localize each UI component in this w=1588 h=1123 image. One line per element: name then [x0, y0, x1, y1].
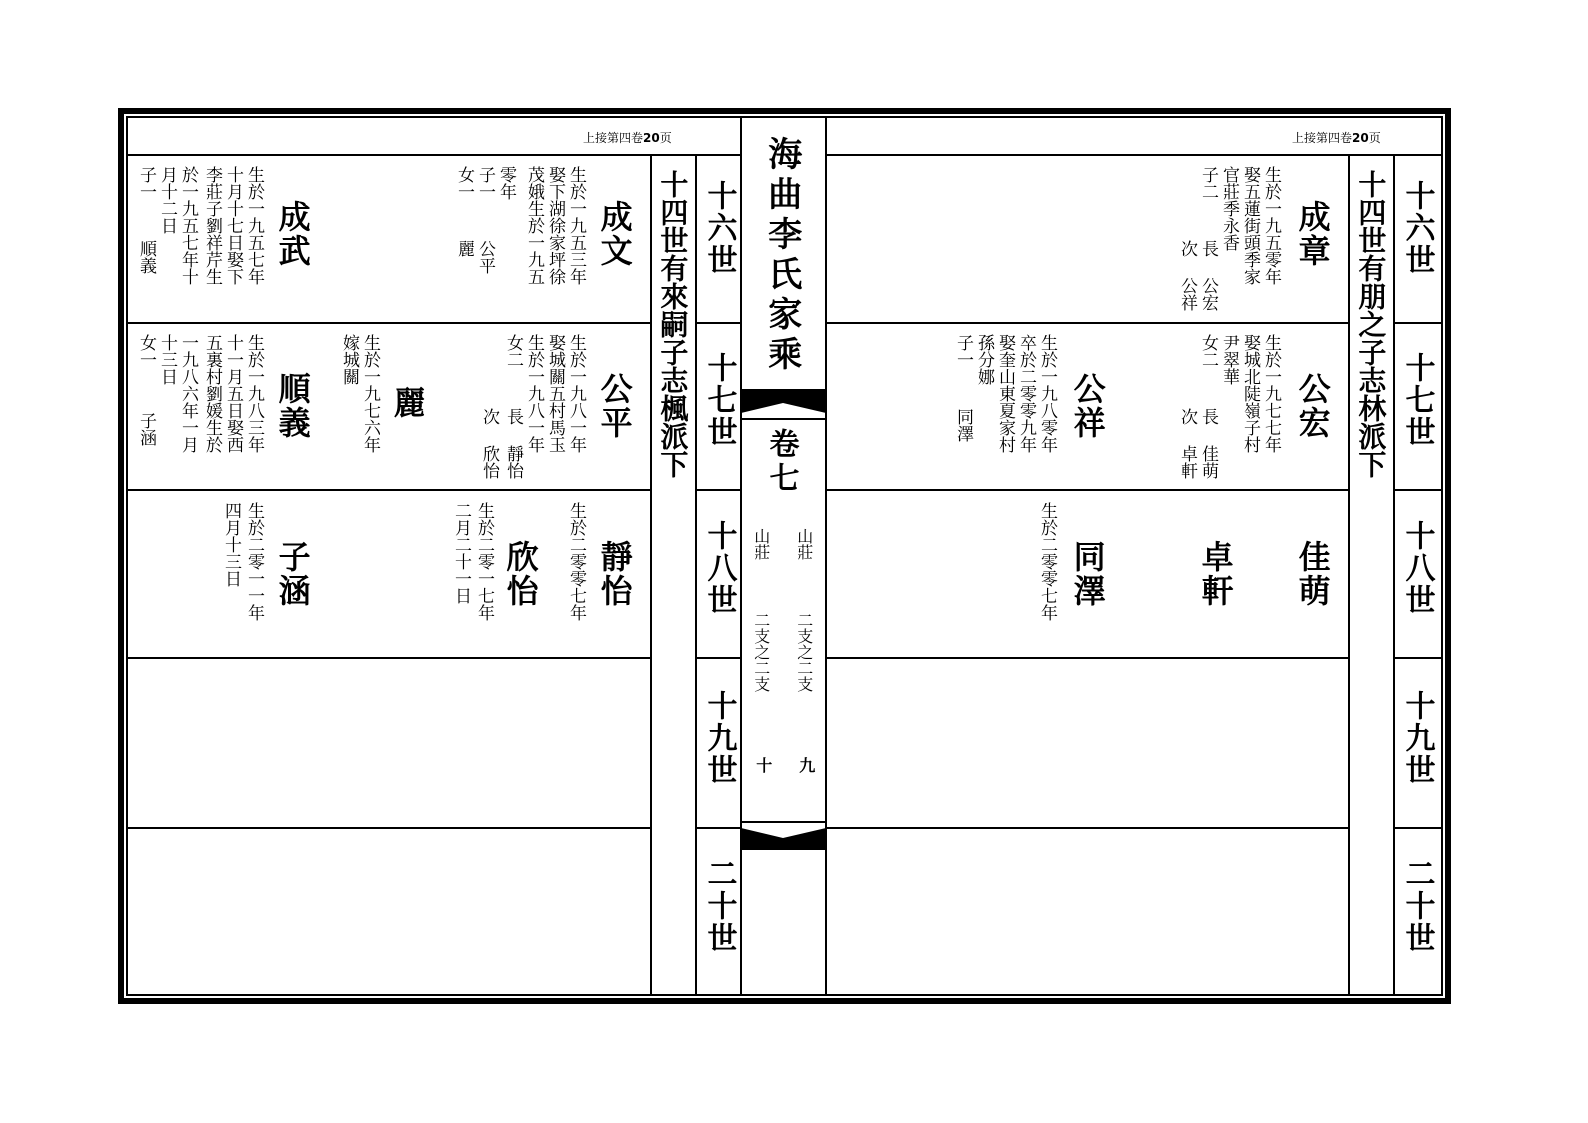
left-gen-rule	[696, 657, 740, 659]
person-name: 欣怡	[501, 540, 540, 608]
person-bio-line: 官莊季永香	[1219, 166, 1239, 251]
person-bio-line: 二月二十一日	[451, 502, 471, 604]
person-bio-line: 女二	[1198, 334, 1218, 368]
person-bio-line: 十一月五日娶西	[223, 334, 243, 453]
person-bio-line: 生於一九八零年	[1037, 334, 1057, 453]
person-bio-line: 娶奎山東夏家村	[995, 334, 1015, 453]
right-lineage-title: 十四世有朋之子志林派下	[1354, 170, 1388, 478]
person-bio-line: 於一九五七年十	[178, 166, 198, 285]
spine-volume: 卷七	[763, 428, 799, 496]
spine-right-place: 山莊	[794, 528, 814, 560]
person-bio-line: 生於一九八三年	[244, 334, 264, 453]
person-name: 公平	[595, 372, 634, 440]
person-bio-line: 生於二零零七年	[1037, 502, 1057, 621]
person-bio-line: 生於一九五三年	[566, 166, 586, 285]
right-row-rule	[826, 489, 1348, 491]
person-bio-line: 尹翠華	[1219, 334, 1239, 385]
spine-title: 海曲李氏家乘	[761, 136, 802, 376]
left-row-rule	[127, 489, 650, 491]
person-bio-line: 嫁城關	[339, 334, 359, 385]
person-bio-line: 子一	[136, 166, 156, 200]
person-bio-line: 四月十三日	[221, 502, 241, 587]
person-bio-line: 女二	[503, 334, 523, 368]
spine-right-page: 九	[796, 757, 816, 773]
spine-left-border	[740, 117, 742, 995]
person-name: 成文	[595, 200, 634, 268]
spine-left-page: 十	[753, 757, 773, 773]
person-bio-line: 孫分娜	[974, 334, 994, 385]
spine-right-branch: 二支之二支	[794, 612, 814, 692]
person-bio-line: 月十二日	[157, 166, 177, 234]
person-bio-line: 李莊子劉祥芹生	[202, 166, 222, 285]
child-entry: 次 公祥	[1177, 240, 1197, 311]
left-gen-rule	[696, 489, 740, 491]
left-lineage-border-right	[695, 155, 697, 995]
left-lineage-border-left	[650, 155, 652, 995]
person-bio-line: 生於二零零七年	[566, 502, 586, 621]
right-row-rule	[826, 657, 1348, 659]
right-gen-rule	[1394, 322, 1442, 324]
person-bio-line: 生於一九七六年	[360, 334, 380, 453]
child-entry: 子涵	[136, 412, 156, 446]
right-gen-19: 十九世	[1399, 690, 1435, 786]
person-bio-line: 生於二零一一年	[244, 502, 264, 621]
left-gen-20: 二十世	[701, 858, 737, 954]
person-name: 公祥	[1068, 372, 1107, 440]
person-bio-line: 卒於二零零九年	[1016, 334, 1036, 453]
person-name: 成武	[273, 200, 312, 268]
child-entry: 長 靜怡	[503, 408, 523, 479]
person-bio-line: 生於一九八一年	[566, 334, 586, 453]
person-bio-line: 生於一九七七年	[1261, 334, 1281, 453]
person-bio-line: 娶下湖徐家坪徐	[545, 166, 565, 285]
child-entry: 順義	[136, 240, 156, 274]
fishtail-bottom	[741, 820, 826, 852]
child-entry: 同澤	[953, 408, 973, 442]
person-bio-line: 茂娥生於一九五	[524, 166, 544, 285]
right-lineage-border-left	[1348, 155, 1350, 995]
child-entry: 次 卓軒	[1177, 408, 1197, 479]
left-gen-rule	[696, 322, 740, 324]
left-row-rule	[127, 322, 650, 324]
right-row-rule	[826, 827, 1348, 829]
person-bio-line: 娶五蓮街頭季家	[1240, 166, 1260, 285]
left-gen-18: 十八世	[701, 520, 737, 616]
spine-left-place: 山莊	[751, 528, 771, 560]
person-name: 同澤	[1068, 540, 1107, 608]
right-lineage-border-right	[1393, 155, 1395, 995]
person-bio-line: 五裏村劉媛生於	[202, 334, 222, 453]
left-gen-16: 十六世	[701, 180, 737, 276]
person-name: 順義	[273, 372, 312, 440]
right-gen-rule	[1394, 489, 1442, 491]
spine-left-branch: 二支之二支	[751, 612, 771, 692]
person-bio-line: 生於一九五零年	[1261, 166, 1281, 285]
left-lineage-title: 十四世有來嗣子志楓派下	[656, 170, 690, 478]
left-row-rule	[127, 827, 650, 829]
person-bio-line: 一九八六年一月	[178, 334, 198, 453]
person-bio-line: 女一	[136, 334, 156, 368]
left-gen-17: 十七世	[701, 352, 737, 448]
left-gen-19: 十九世	[701, 690, 737, 786]
person-bio-line: 生於一九五七年	[244, 166, 264, 285]
right-gen-16: 十六世	[1399, 180, 1435, 276]
right-row-rule	[826, 322, 1348, 324]
person-bio-line: 十三日	[157, 334, 177, 385]
person-bio-line: 子一	[475, 166, 495, 200]
person-bio-line: 十月十七日娶下	[223, 166, 243, 285]
person-name: 靜怡	[595, 540, 634, 608]
person-bio-line: 女一	[454, 166, 474, 200]
left-row-rule	[127, 657, 650, 659]
right-gen-20: 二十世	[1399, 858, 1435, 954]
person-bio-line: 娶城關五村馬玉	[545, 334, 565, 453]
left-gen-rule	[696, 827, 740, 829]
child-entry: 次 欣怡	[479, 408, 499, 479]
person-name: 公宏	[1293, 372, 1332, 440]
child-entry: 公平	[475, 240, 495, 274]
person-bio-line: 生於一九八一年	[524, 334, 544, 453]
child-entry: 長 佳萌	[1198, 408, 1218, 479]
person-bio-line: 子二	[1198, 166, 1218, 200]
right-gen-rule	[1394, 827, 1442, 829]
fishtail-top	[741, 389, 826, 421]
child-entry: 長 公宏	[1198, 240, 1218, 311]
person-name: 成章	[1293, 200, 1332, 268]
right-header-note: 上接第四卷20页	[1292, 131, 1381, 145]
person-name: 卓軒	[1196, 540, 1235, 608]
person-bio-line: 生於二零一七年	[474, 502, 494, 621]
right-gen-17: 十七世	[1399, 352, 1435, 448]
right-gen-rule	[1394, 657, 1442, 659]
person-name: 子涵	[273, 540, 312, 608]
person-bio-line: 子一	[953, 334, 973, 368]
left-header-note: 上接第四卷20页	[583, 131, 672, 145]
person-name: 佳萌	[1293, 540, 1332, 608]
person-name: 麗	[388, 386, 427, 420]
child-entry: 麗	[454, 240, 474, 257]
spine-right-border	[825, 117, 827, 995]
person-bio-line: 零年	[496, 166, 516, 200]
left-header-rule	[127, 154, 741, 156]
right-gen-18: 十八世	[1399, 520, 1435, 616]
person-bio-line: 娶城北陡嶺子村	[1240, 334, 1260, 453]
